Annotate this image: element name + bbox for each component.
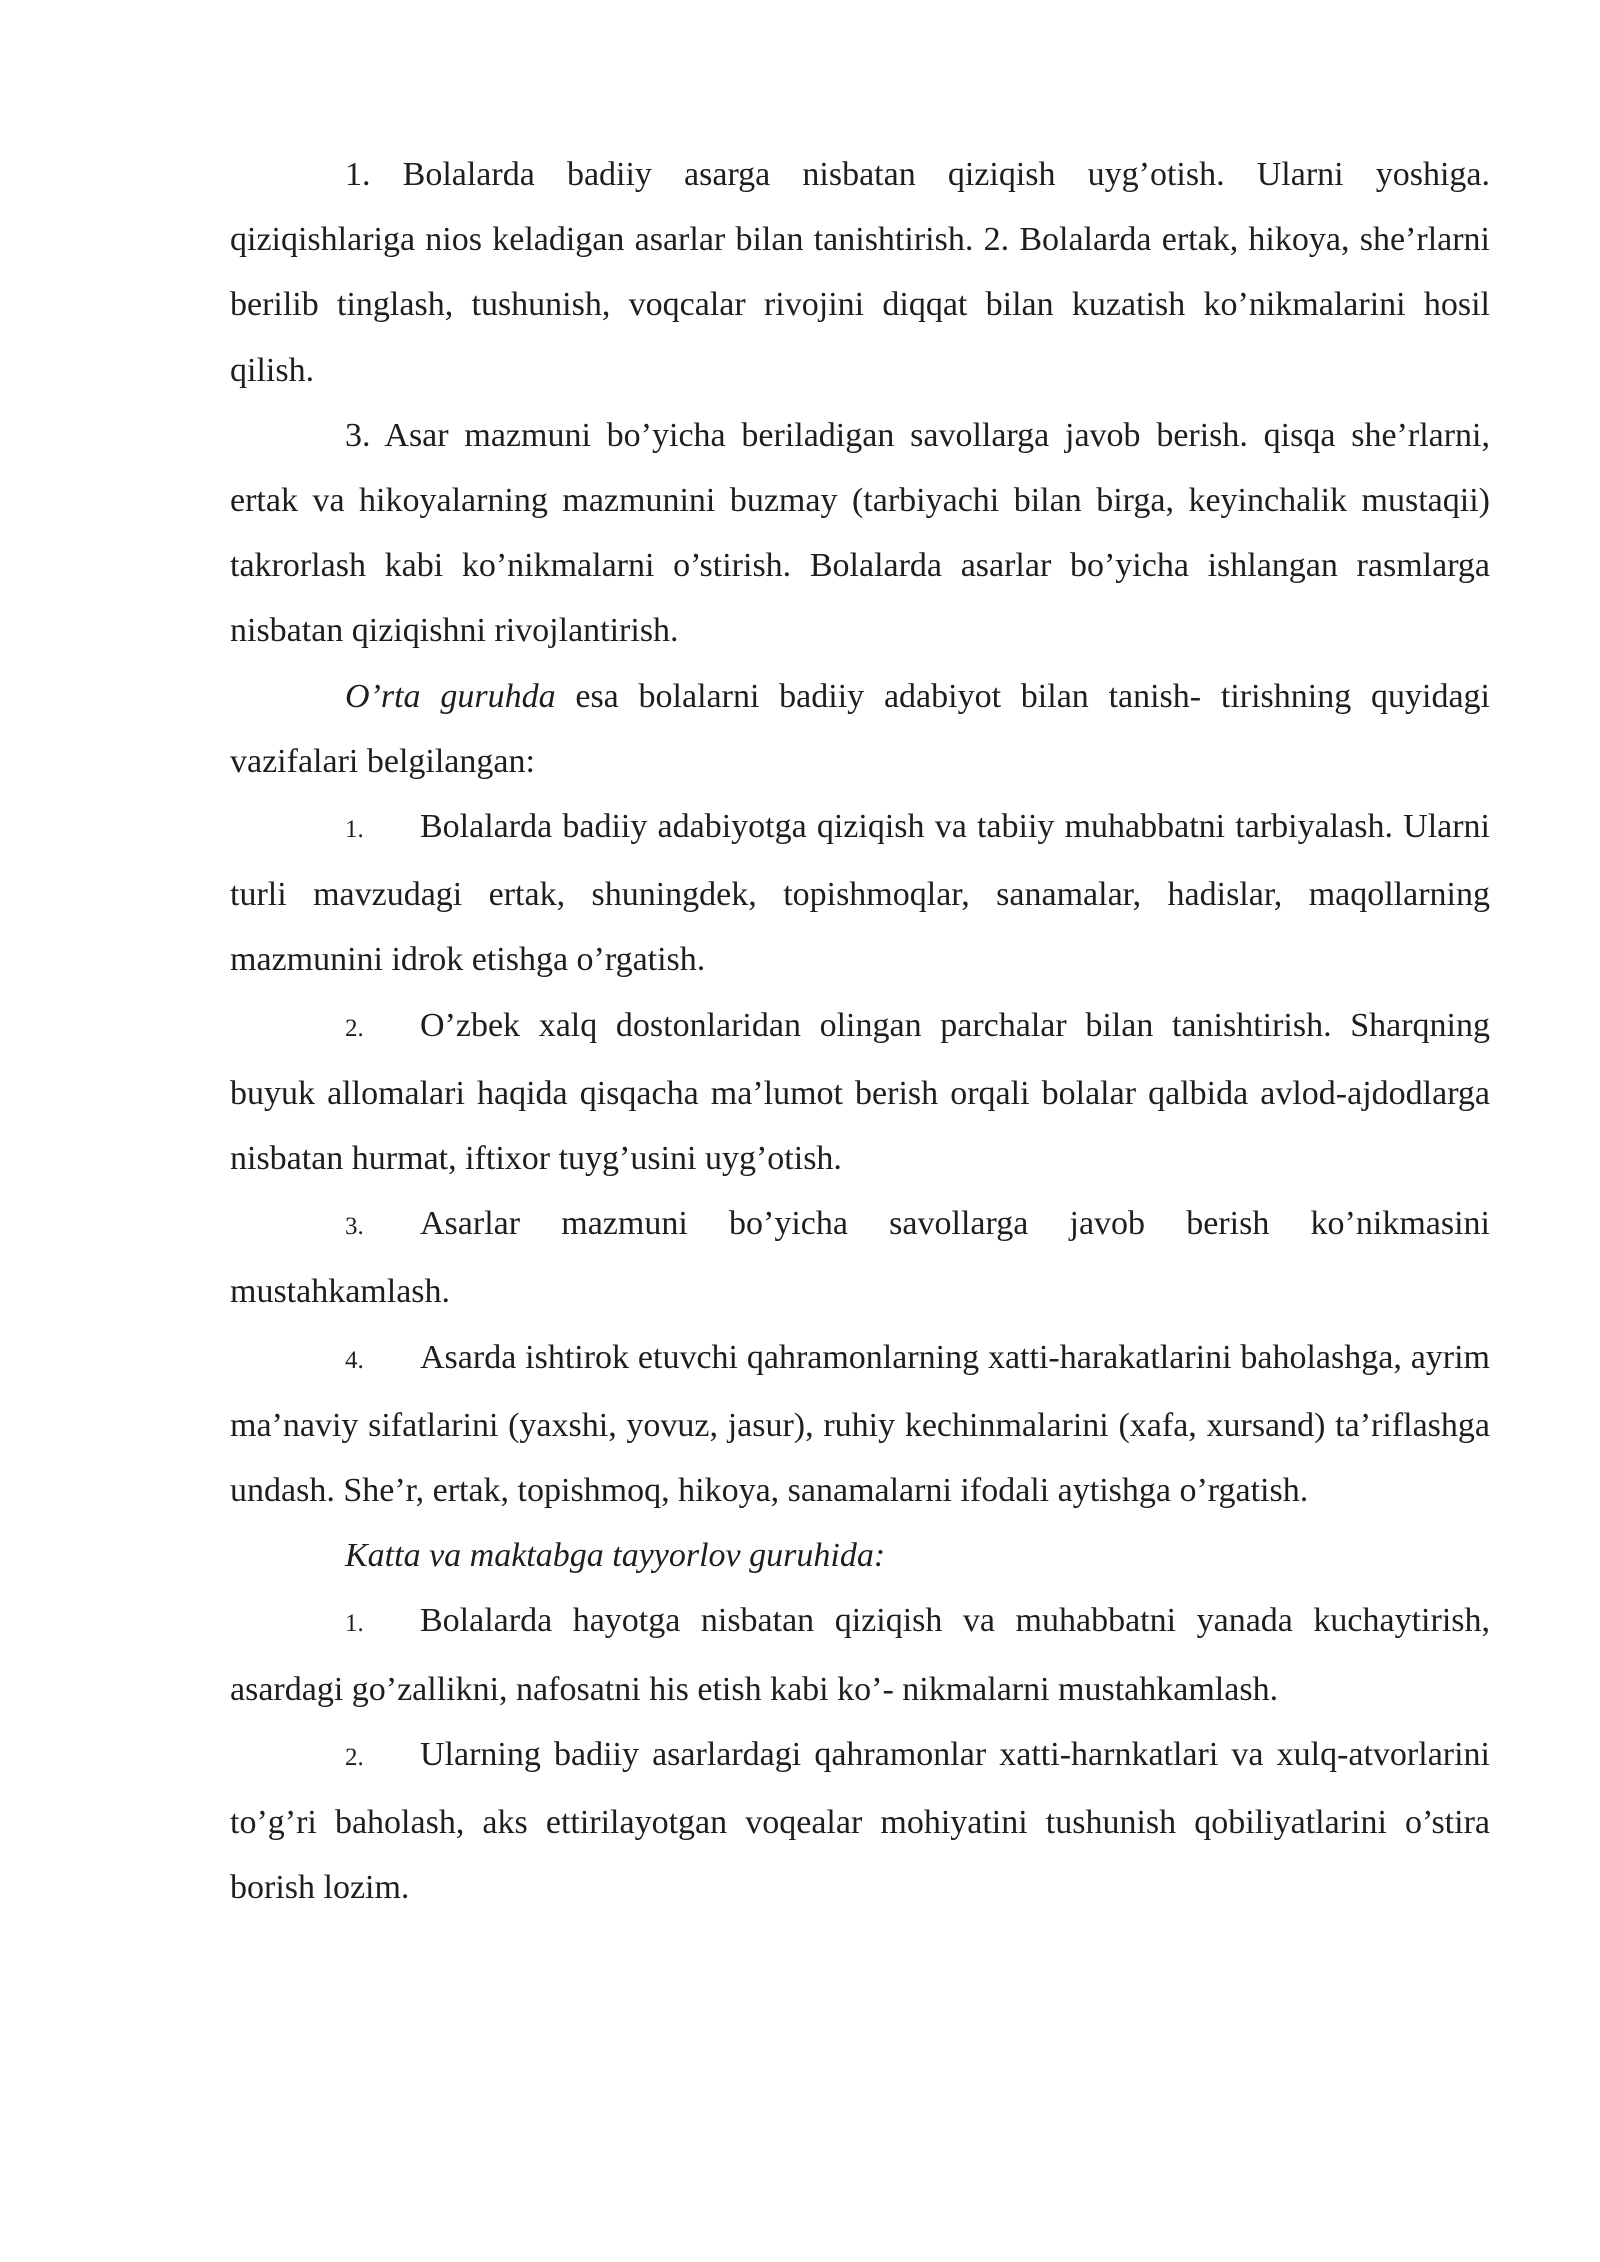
item-number: 3. — [345, 1213, 364, 1241]
item-number: 1. — [345, 1610, 364, 1638]
item-number: 1. — [345, 816, 364, 844]
paragraph-middle-group-intro — [230, 664, 1490, 794]
middle-group-intro-text: esa bolalarni badiiy adabiyot bilan tanish- tirishning quyidagi vazifalari belgilangan: — [230, 677, 1490, 780]
item-text: Ularning badiiy asarlardagi qahramonlar xatti-harnkatlari va xulq-atvorlarini to’g’ri baholash, aks ettirilayotgan voqealar mohiyatini tushunish qobiliyatlarini o’stira borish lozim. — [230, 1735, 1490, 1907]
item-text: Bolalarda badiiy adabiyotga qiziqish va tabiiy muhabbatni tarbiyalash. Ularni turli mavzudagi ertak, shuningdek, topishmoqlar, sanamalar, hadislar, maqollarning mazmunini idrok etishga o’rgatish. — [230, 808, 1490, 979]
item-text: Asarlar mazmuni bo’yicha savollarga javob berish ko’nikmasini mustahkamlash. — [230, 1205, 1490, 1311]
middle-group-item — [230, 1191, 1490, 1324]
item-number: 2. — [345, 1014, 364, 1042]
senior-group-heading: Katta va maktabga tayyorlov guruhida: — [345, 1537, 886, 1575]
item-text: Bolalarda hayotga nisbatan qiziqish va muhabbatni yanada kuchaytirish, asardagi go’zallikni, nafosatni his etish kabi ko’- nikmalarni mustahkamlash. — [230, 1602, 1490, 1708]
item-number: 2. — [345, 1743, 364, 1771]
senior-group-item — [230, 1588, 1490, 1721]
senior-group-item — [230, 1722, 1490, 1921]
document-body — [230, 142, 1490, 1920]
middle-group-item — [230, 1325, 1490, 1524]
item-number: 4. — [345, 1346, 364, 1374]
middle-group-item — [230, 794, 1490, 993]
paragraph-goals-1: 1. Bolalarda badiiy asarga nisbatan qiziqish uyg’otish. Ularni yoshiga. qiziqishlariga nios keladigan asarlar bilan tanishtirish. 2. Bolalarda ertak, hikoya, she’rlarni berilib tinglash, tushunish, voqcalar rivojini diqqat bilan kuzatish ko’nikmalarini hosil qilish. — [230, 156, 1490, 389]
item-text: O’zbek xalq dostonlaridan olingan parchalar bilan tanishtirish. Sharqning buyuk allomalari haqida qisqacha ma’lumot berish orqali bolalar qalbida avlod-ajdodlarga nisbatan hurmat, iftixor tuyg’usini uyg’otish. — [230, 1006, 1490, 1178]
middle-group-term: O’rta guruhda — [345, 677, 556, 715]
item-text: Asarda ishtirok etuvchi qahramonlarning xatti-harakatlarini baholashga, ayrim ma’naviy sifatlarini (yaxshi, yovuz, jasur), ruhiy kechinmalarini (xafa, xursand) ta’riflashga undash. She’r, ertak, topishmoq, hikoya, sanamalarni ifodali aytishga o’rgatish. — [230, 1338, 1490, 1510]
paragraph-goals-3: 3. Asar mazmuni bo’yicha beriladigan savollarga javob berish. qisqa she’rlarni, ertak va hikoyalarning mazmunini buzmay (tarbiyachi bilan birga, keyinchalik mustaqii) takrorlash kabi ko’nikmalarni o’stirish. Bolalarda asarlar bo’yicha ishlangan rasmlarga nisbatan qiziqishni rivojlantirish. — [230, 416, 1490, 650]
middle-group-item — [230, 993, 1490, 1192]
